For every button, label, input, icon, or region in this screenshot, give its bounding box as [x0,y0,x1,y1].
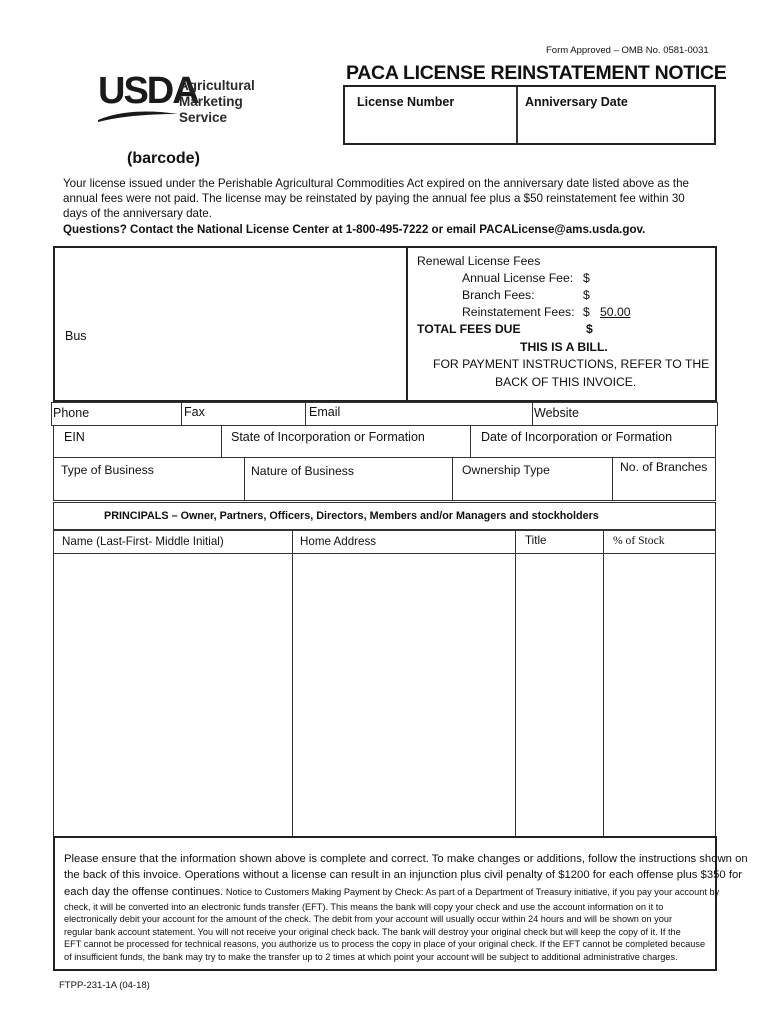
notice-line-3 [64,883,720,901]
page-title: PACA LICENSE REINSTATEMENT NOTICE [346,62,727,84]
principal-name-entry[interactable] [55,555,291,835]
website-field[interactable]: Website [534,406,579,420]
logo-line-3: Service [179,110,228,125]
notice-line-2: the back of this invoice. Operations without a license can result in an injunction plus civil penalty of $1200 for each offense plus $350 for [64,868,743,881]
notice-line-5: electronically debit your account for the amount of the check. The debit from your account will usually occur within 24 hours and will be shown on your [64,914,673,925]
intro-line-2: annual fees were not paid. The license may be reinstated by paying the annual fee plus a $50 reinstatement fee within 30 [63,192,685,205]
fax-field[interactable]: Fax [184,405,205,419]
license-info-box [343,85,716,145]
questions-contact: Questions? Contact the National License Center at 1-800-495-7222 or email PACALicense@ams.usda.gov. [63,223,646,236]
notice-line-4: check, it will be converted into an electronic funds transfer (EFT). This means the bank will copy your check and use the account information on it to [64,901,664,912]
state-of-incorporation-field[interactable]: State of Incorporation or Formation [231,430,425,444]
notice-line-1: Please ensure that the information shown above is complete and correct. To make changes or additions, follow the instructions shown on [64,853,748,865]
phone-field[interactable]: Phone [53,406,90,420]
business-address-field[interactable]: Bus [65,329,87,343]
notice-line-7: EFT cannot be processed for technical reasons, you authorize us to process the copy in place of your original check. If the EFT cannot be completed because [64,939,706,950]
total-fees-dollar: $ [586,322,593,336]
barcode-placeholder: (barcode) [127,150,200,167]
form-number: FTPP-231-1A (04-18) [59,980,150,991]
principal-address-entry[interactable] [293,555,514,835]
fees-heading: Renewal License Fees [417,254,541,268]
logo-line-2: Marketing [179,94,243,109]
logo-line-1: Agricultural [179,78,255,93]
col-title-header: Title [525,534,547,547]
anniversary-date-field[interactable]: Anniversary Date [525,95,628,109]
logo-swoosh-icon [96,108,180,124]
notice-line-6: regular bank account statement. You will not receive your original check back. The bank will destroy your original check but will keep the copy of it. If the [64,926,681,937]
reinstatement-fee-value: 50.00 [600,305,631,319]
principal-title-entry[interactable] [516,555,602,835]
notice-line-3a: each day the offense continues. [64,886,224,898]
payment-instructions-2: BACK OF THIS INVOICE. [495,375,637,389]
ownership-type-field[interactable]: Ownership Type [462,463,550,477]
reinstatement-fee-label: Reinstatement Fees: [462,305,575,319]
principals-heading: PRINCIPALS – Owner, Partners, Officers, Directors, Members and/or Managers and stockholders [104,510,599,522]
ein-field[interactable]: EIN [64,430,85,444]
omb-approval-note: Form Approved – OMB No. 0581-0031 [546,45,709,56]
date-of-incorporation-field[interactable]: Date of Incorporation or Formation [481,430,673,444]
reinstatement-fee-dollar: $ [583,305,590,319]
payment-instructions-1: FOR PAYMENT INSTRUCTIONS, REFER TO THE [433,357,710,371]
principal-stock-entry[interactable] [604,555,714,835]
annual-fee-dollar: $ [583,271,590,285]
type-of-business-field[interactable]: Type of Business [61,463,154,477]
email-field[interactable]: Email [309,405,341,419]
number-of-branches-field[interactable]: No. of Branches [620,460,708,474]
notice-line-3b: Notice to Customers Making Payment by Check: As part of a Department of Treasury initiative, if you pay your account by [223,887,720,897]
col-address-header: Home Address [300,535,377,548]
nature-of-business-field[interactable]: Nature of Business [251,464,354,478]
footer-notice [64,852,748,963]
notice-line-8: of insufficient funds, the bank may try to make the transfer up to 2 times at which point your account will be subject to additional administrative charges. [64,951,678,962]
col-name-header: Name (Last-First- Middle Initial) [62,535,224,548]
usda-logo-mark: USDA [98,70,198,112]
branch-fee-dollar: $ [583,288,590,302]
branch-fee-label: Branch Fees: [462,288,535,302]
usda-ams-logo [90,64,265,134]
total-fees-label: TOTAL FEES DUE [417,322,521,336]
intro-line-3: days of the anniversary date. [63,207,212,220]
intro-line-1: Your license issued under the Perishable Agricultural Commodities Act expired on the anniversary date listed above as the [63,177,689,190]
col-stock-header: % of Stock [613,534,665,547]
license-number-field[interactable]: License Number [357,95,455,109]
contact-row [51,402,718,426]
bill-notice: THIS IS A BILL. [520,340,608,354]
annual-fee-label: Annual License Fee: [462,271,574,285]
